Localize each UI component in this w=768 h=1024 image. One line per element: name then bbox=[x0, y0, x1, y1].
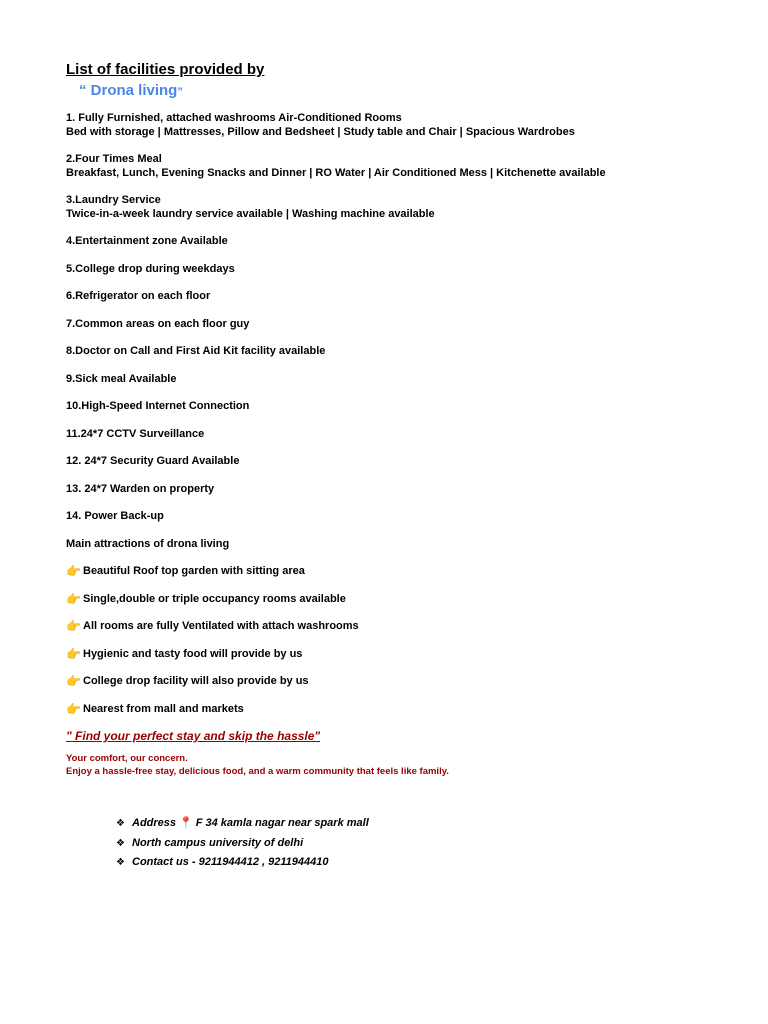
attraction-item-text: Beautiful Roof top garden with sitting area bbox=[83, 565, 305, 577]
facility-item-11: 11.24*7 CCTV Surveillance bbox=[66, 427, 205, 440]
facility-item-14: 14. Power Back-up bbox=[66, 510, 164, 522]
attractions-heading: Main attractions of drona living bbox=[66, 537, 230, 550]
diamond-bullet-icon: ❖ bbox=[116, 818, 125, 829]
facility-item-3-title: 3.Laundry Service bbox=[66, 194, 161, 206]
attraction-item-text: All rooms are fully Ventilated with attach washrooms bbox=[83, 620, 359, 632]
address-label: Address bbox=[132, 817, 177, 829]
campus-row bbox=[116, 834, 746, 854]
facility-item-1 bbox=[66, 112, 746, 139]
attraction-item bbox=[66, 703, 746, 717]
location-pin-icon: 📍 bbox=[179, 817, 193, 829]
attraction-item-text: Nearest from mall and markets bbox=[83, 702, 244, 715]
attraction-item-text: Single,double or triple occupancy rooms available bbox=[83, 592, 346, 605]
facility-item-1-detail: Bed with storage | Mattresses, Pillow and Bedsheet | Study table and Chair | Spacious Wardrobes bbox=[66, 125, 575, 138]
facility-item-3-detail: Twice-in-a-week laundry service available | Washing machine available bbox=[66, 207, 435, 220]
address-row bbox=[116, 814, 746, 834]
facility-item-4: 4.Entertainment zone Available bbox=[66, 235, 228, 247]
attraction-item bbox=[66, 593, 746, 607]
facility-item-6: 6.Refrigerator on each floor bbox=[66, 290, 211, 302]
concern-statement bbox=[66, 753, 746, 778]
attraction-item-text: College drop facility will also provide by us bbox=[83, 675, 309, 687]
facility-item-5: 5.College drop during weekdays bbox=[66, 262, 235, 275]
phone-row bbox=[116, 853, 746, 873]
facility-item-7: 7.Common areas on each floor guy bbox=[66, 317, 250, 330]
brand-name-close-quote: ” bbox=[177, 86, 183, 98]
pointing-hand-icon: 👉 bbox=[66, 646, 81, 661]
campus-text: North campus university of delhi bbox=[132, 836, 304, 849]
facility-item-2-title: 2.Four Times Meal bbox=[66, 153, 162, 165]
document-page bbox=[66, 60, 746, 873]
contact-list bbox=[66, 814, 746, 873]
facility-item-2 bbox=[66, 153, 746, 180]
attraction-item-text: Hygienic and tasty food will provide by us bbox=[83, 647, 303, 660]
diamond-bullet-icon: ❖ bbox=[116, 857, 125, 868]
diamond-bullet-icon: ❖ bbox=[116, 837, 125, 849]
facility-item-8: 8.Doctor on Call and First Aid Kit facility available bbox=[66, 345, 326, 357]
facility-item-10: 10.High-Speed Internet Connection bbox=[66, 400, 250, 412]
document-title: List of facilities provided by bbox=[66, 61, 265, 78]
facility-item-2-detail: Breakfast, Lunch, Evening Snacks and Dinner | RO Water | Air Conditioned Mess | Kitchenette available bbox=[66, 166, 606, 179]
brand-name-text: “ Drona living bbox=[79, 82, 178, 99]
attraction-item bbox=[66, 565, 746, 579]
tagline: " Find your perfect stay and skip the hassle" bbox=[66, 729, 321, 743]
pointing-hand-icon: 👉 bbox=[66, 619, 81, 633]
pointing-hand-icon: 👉 bbox=[66, 564, 81, 578]
attraction-item bbox=[66, 675, 746, 689]
facility-item-13: 13. 24*7 Warden on property bbox=[66, 482, 215, 495]
facility-item-1-title: 1. Fully Furnished, attached washrooms Air-Conditioned Rooms bbox=[66, 112, 402, 124]
address-value: F 34 kamla nagar near spark mall bbox=[195, 817, 369, 829]
brand-name bbox=[79, 81, 746, 102]
concern-line-2: Enjoy a hassle-free stay, delicious food, and a warm community that feels like family. bbox=[66, 765, 449, 777]
attraction-item bbox=[66, 648, 746, 662]
pointing-hand-icon: 👉 bbox=[66, 591, 81, 606]
pointing-hand-icon: 👉 bbox=[66, 701, 81, 716]
pointing-hand-icon: 👉 bbox=[66, 674, 81, 688]
concern-line-1: Your comfort, our concern. bbox=[66, 753, 188, 764]
facility-item-3 bbox=[66, 194, 746, 221]
phone-text: Contact us - 9211944412 , 9211944410 bbox=[132, 856, 329, 868]
facility-item-9: 9.Sick meal Available bbox=[66, 372, 177, 385]
attraction-item bbox=[66, 620, 746, 634]
facility-item-12: 12. 24*7 Security Guard Available bbox=[66, 455, 240, 467]
